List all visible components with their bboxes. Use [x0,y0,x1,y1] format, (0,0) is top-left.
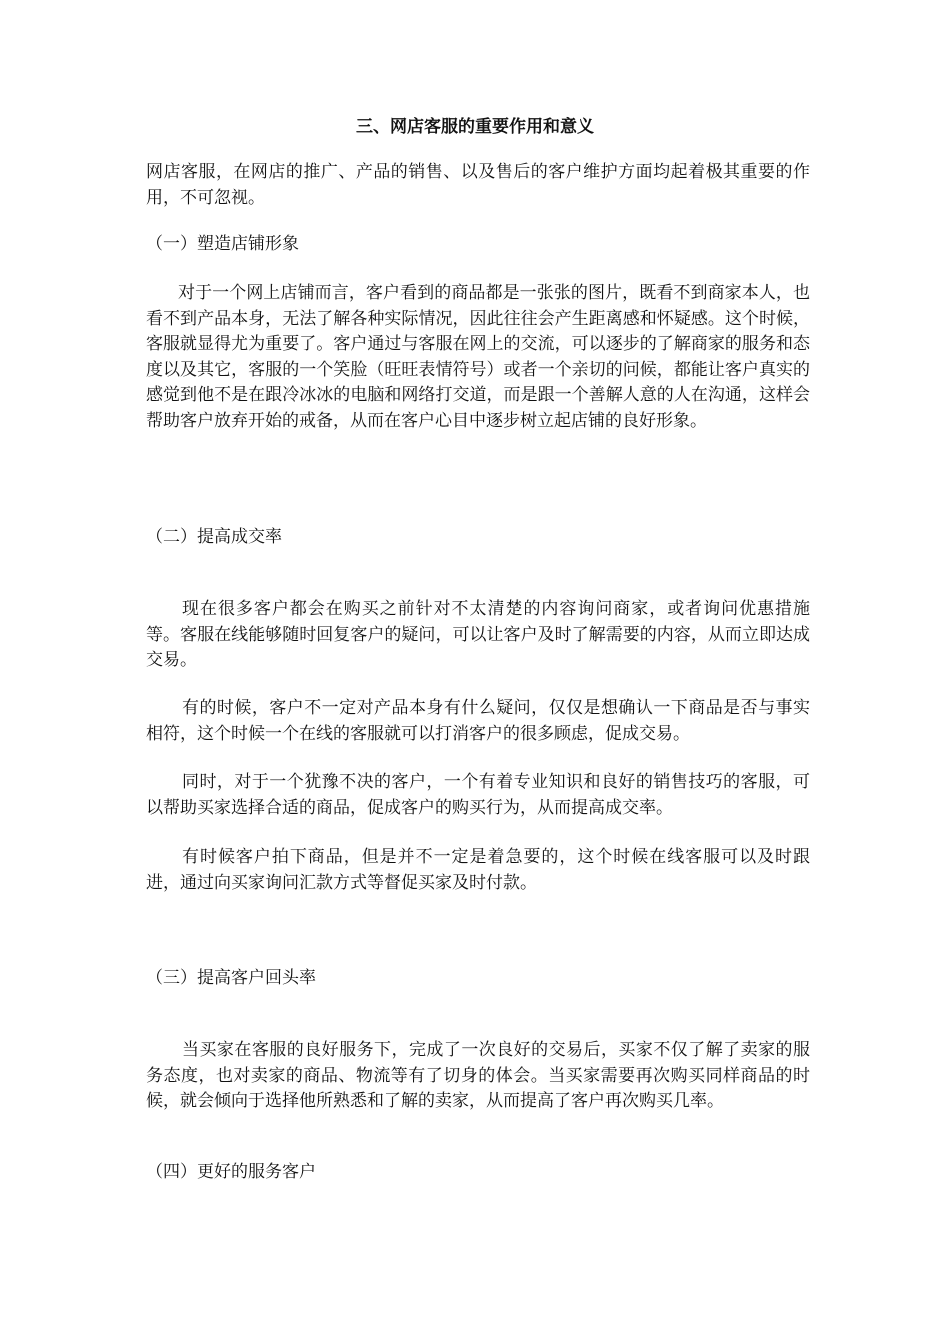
section-heading-3: （三）提高客户回头率 [146,968,316,988]
section-2-paragraph-1: 现在很多客户都会在购买之前针对不太清楚的内容询问商家，或者询问优惠措施等。客服在线能够随时回复客户的疑问，可以让客户及时了解需要的内容，从而立即达成交易。 [146,599,810,670]
intro-paragraph: 网店客服，在网店的推广、产品的销售、以及售后的客户维护方面均起着极其重要的作用，不可忽视。 [146,162,810,208]
section-2-paragraph-3: 同时，对于一个犹豫不决的客户，一个有着专业知识和良好的销售技巧的客服，可以帮助买家选择合适的商品，促成客户的购买行为，从而提高成交率。 [146,772,810,818]
section-1-paragraph-1: 对于一个网上店铺而言，客户看到的商品都是一张张的图片，既看不到商家本人，也看不到产品本身，无法了解各种实际情况，因此往往会产生距离感和怀疑感。这个时候，客服就显得尤为重要了。客户通过与客服在网上的交流，可以逐步的了解商家的服务和态度以及其它，客服的一个笑脸（旺旺表情符号）或者一个亲切的问候，都能让客户真实的感觉到他不是在跟冷冰冰的电脑和网络打交道，而是跟一个善解人意的人在沟通，这样会帮助客户放弃开始的戒备，从而在客户心目中逐步树立起店铺的良好形象。 [146,283,810,431]
document-title: 三、网店客服的重要作用和意义 [356,117,594,137]
section-3-paragraph-1: 当买家在客服的良好服务下，完成了一次良好的交易后，买家不仅了解了卖家的服务态度，也对卖家的商品、物流等有了切身的体会。当买家需要再次购买同样商品的时候，就会倾向于选择他所熟悉和了解的卖家，从而提高了客户再次购买几率。 [146,1040,810,1111]
section-heading-1: （一）塑造店铺形象 [146,234,299,254]
section-2-paragraph-4: 有时候客户拍下商品，但是并不一定是着急要的，这个时候在线客服可以及时跟进，通过向买家询问汇款方式等督促买家及时付款。 [146,847,810,893]
section-heading-2: （二）提高成交率 [146,527,282,547]
section-heading-4: （四）更好的服务客户 [146,1162,316,1182]
section-2-paragraph-2: 有的时候，客户不一定对产品本身有什么疑问，仅仅是想确认一下商品是否与事实相符，这个时候一个在线的客服就可以打消客户的很多顾虑，促成交易。 [146,698,810,744]
